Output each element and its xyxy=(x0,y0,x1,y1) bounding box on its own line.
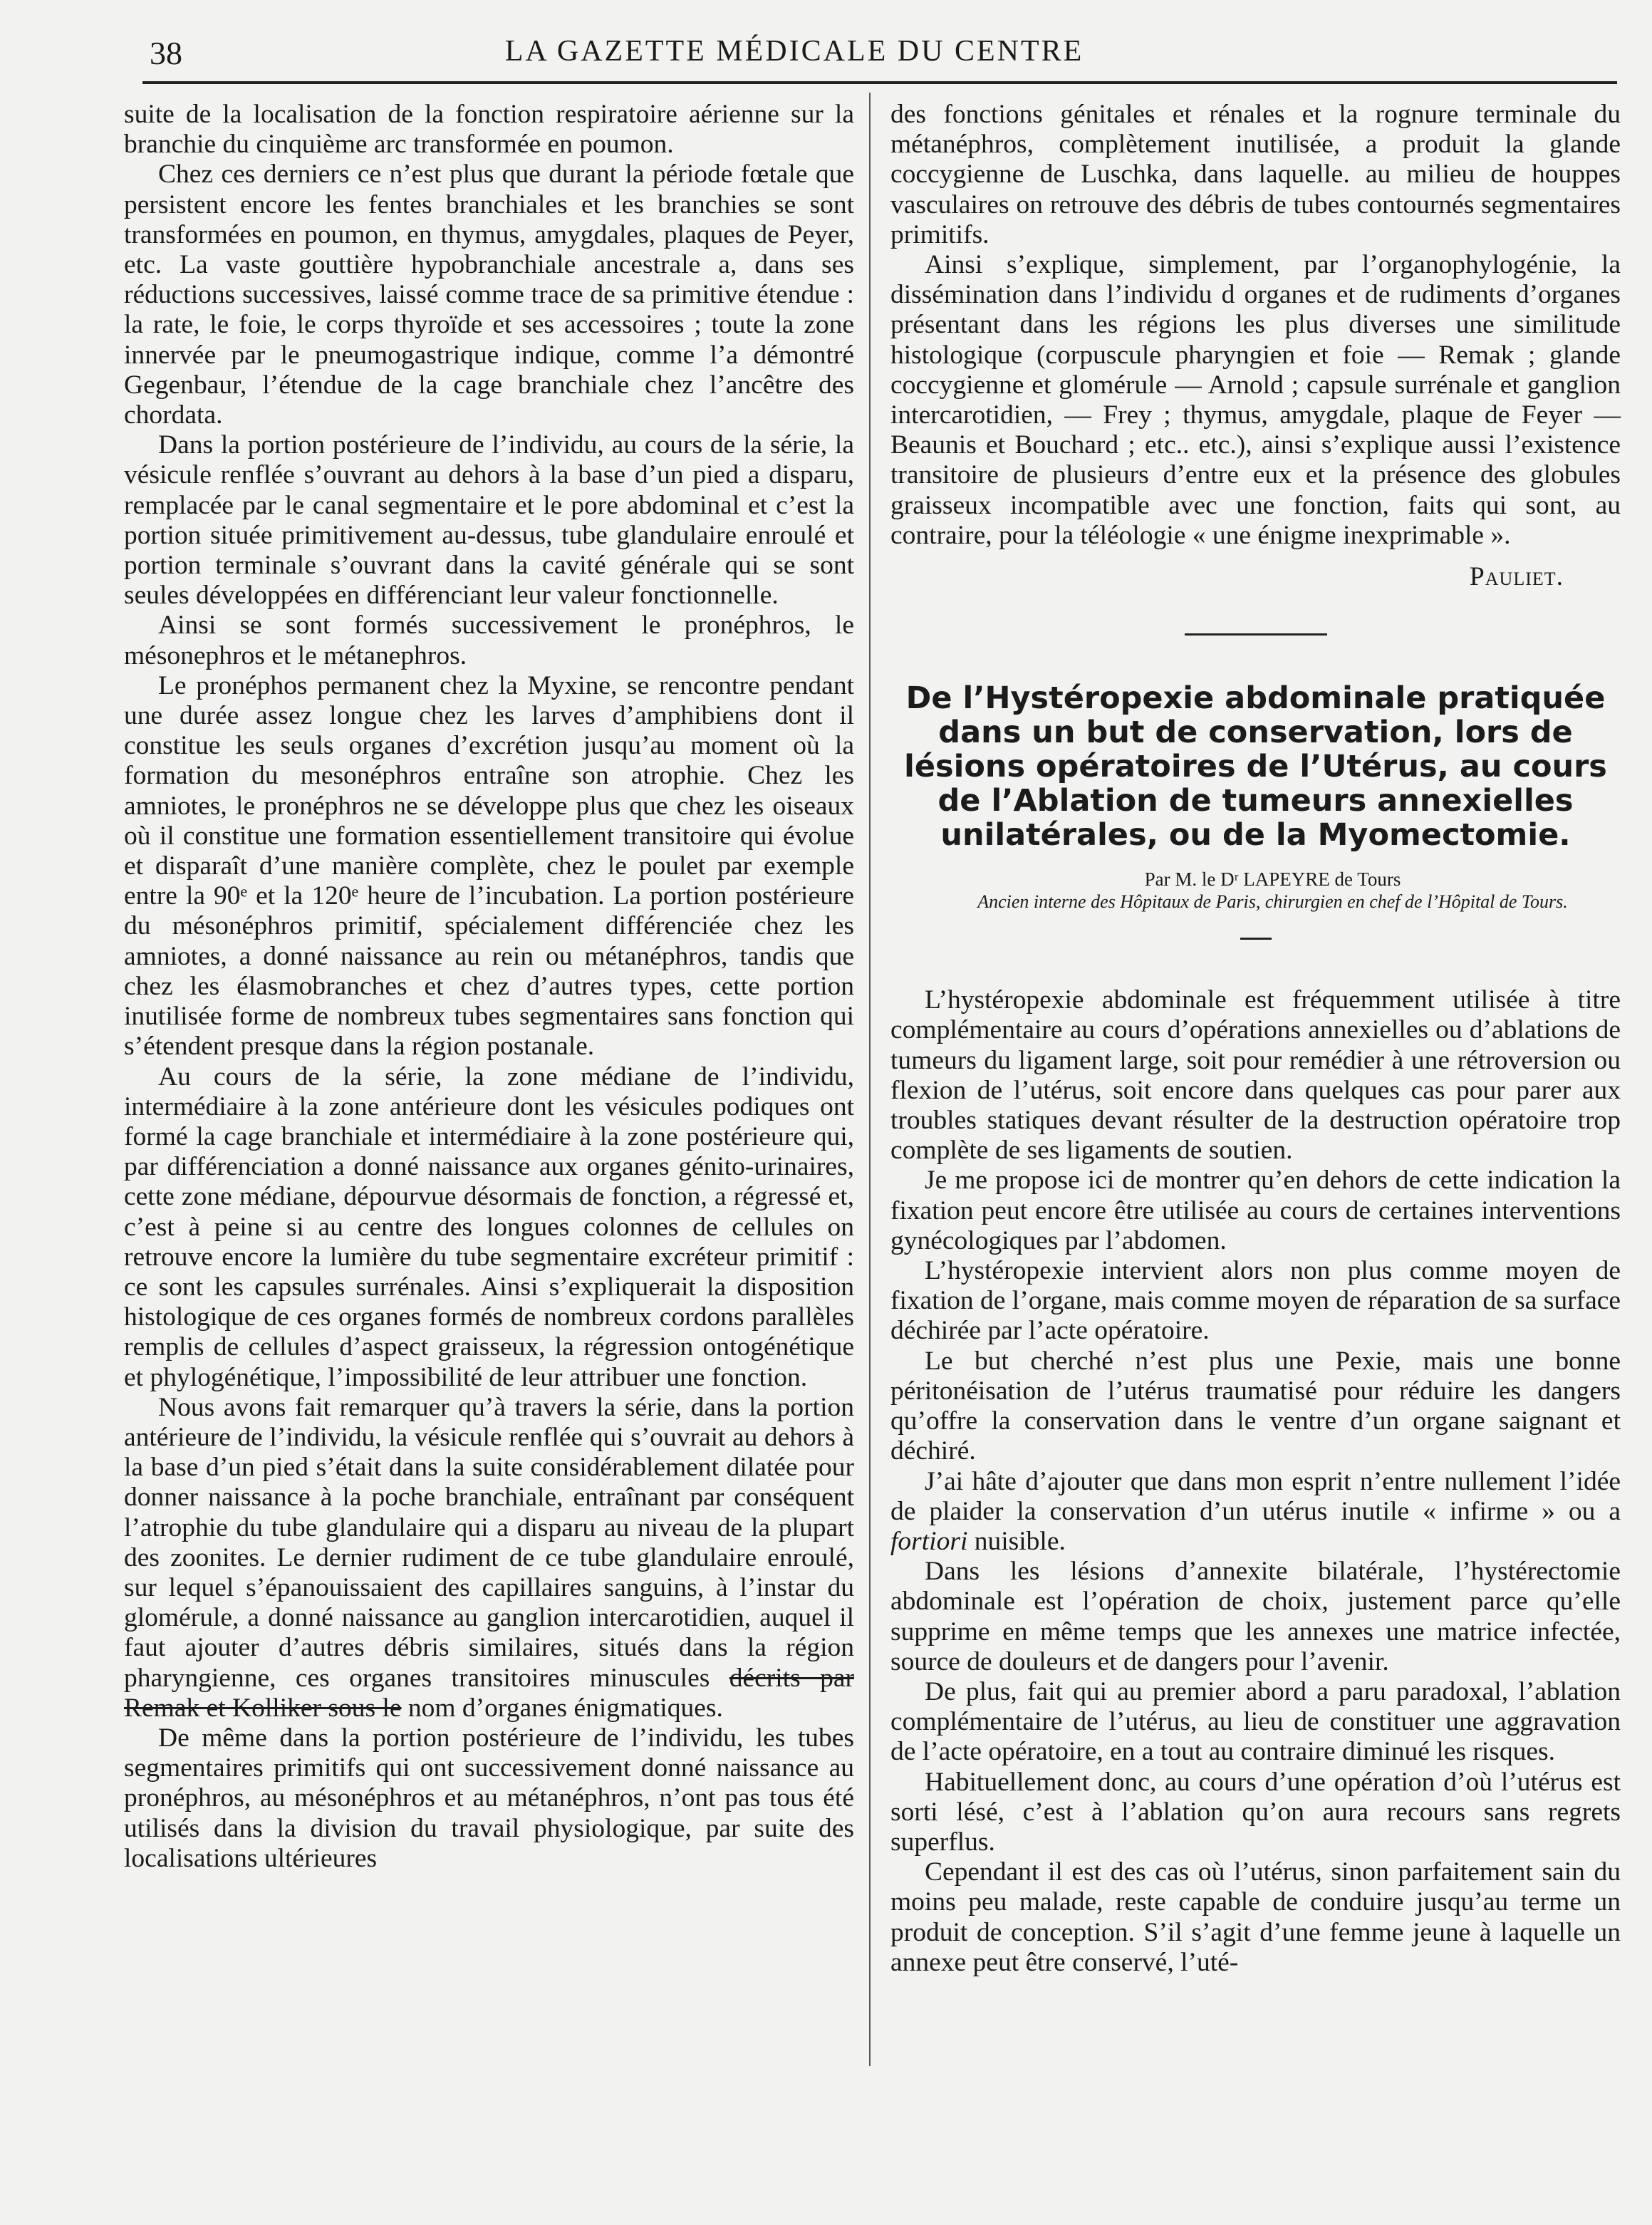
paragraph-text: J’ai hâte d’ajouter que dans mon esprit n’entre nullement l’idée de plaider la conservation d’un utérus inutile « infirme » ou a xyxy=(890,1466,1621,1526)
journal-title: LA GAZETTE MÉDICALE DU CENTRE xyxy=(504,35,1084,68)
paragraph: Dans la portion postérieure de l’individu, au cours de la série, la vésicule renflée s’ouvrant au dehors à la base d’un pied a disparu, remplacée par le canal segmentaire et le pore abdominal et c’est la portion située primitivement au-dessus, tube glandulaire enroulé et portion terminale s’ouvrant dans la cavité générale qui se sont seules développées en différenciant leur valeur fonctionnelle. xyxy=(124,430,854,611)
paragraph-text: nuisible. xyxy=(967,1526,1066,1556)
paragraph xyxy=(124,1393,854,1723)
paragraph: De plus, fait qui au premier abord a paru paradoxal, l’ablation complémentaire de l’utérus, au lieu de constituer une aggravation de l’acte opératoire, en a tout au contraire diminué les risques. xyxy=(890,1676,1621,1767)
paragraph: L’hystéropexie intervient alors non plus comme moyen de fixation de l’organe, mais comme moyen de réparation de sa surface déchirée par l’acte opératoire. xyxy=(890,1256,1621,1346)
paragraph: Ainsi se sont formés successivement le pronéphros, le mésonephros et le métanephros. xyxy=(124,611,854,670)
byline: Par M. le Dʳ LAPEYRE de Tours xyxy=(1144,868,1401,891)
struck-text: décrits par Remak et Kolliker sous le xyxy=(124,1663,855,1723)
right-column xyxy=(890,100,1621,1978)
section-separator xyxy=(1185,633,1327,636)
paragraph: Habituellement donc, au cours d’une opération d’où l’utérus est sorti lésé, c’est à l’ablation qu’on aura recours sans regrets superflus. xyxy=(890,1767,1621,1857)
author-affiliation: Ancien interne des Hôpitaux de Paris, chirurgien en chef de l’Hôpital de Tours. xyxy=(977,891,1568,913)
paragraph: Le pronéphos permanent chez la Myxine, se rencontre pendant une durée assez longue chez les larves d’amphibiens dont il constitue les seuls organes d’excrétion jusqu’au moment où la formation du mesonéphros entraîne son atrophie. Chez les amniotes, le pronéphros ne se développe plus que chez les oiseaux où il constitue une formation essentiellement transitoire qui évolue et disparaît d’une manière complète, chez le poulet par exemple entre la 90ᵉ et la 120ᵉ heure de l’incubation. La portion postérieure du mésonéphros primitif, spécialement différenciée chez les amniotes, a donné naissance au rein ou métanéphros, tandis que chez les élasmobranches et chez d’autres types, cette portion inutilisée forme de nombreux tubes segmentaires sans fonction qui s’étendent presque dans la région postanale. xyxy=(124,670,854,1062)
paragraph: Cependant il est des cas où l’utérus, sinon parfaitement sain du moins peu malade, reste capable de conduire jusqu’au terme un produit de conception. S’il s’agit d’une femme jeune à laquelle un annexe peut être conservé, l’uté- xyxy=(890,1857,1621,1977)
short-rule xyxy=(1240,938,1272,940)
page-number: 38 xyxy=(150,35,182,71)
left-column xyxy=(124,100,854,1874)
italic-text: fortiori xyxy=(890,1526,968,1556)
paragraph: Dans les lésions d’annexite bilatérale, l’hystérectomie abdominale est l’opération de choix, justement parce qu’elle supprime en même temps que les annexes une matrice infectée, source de douleurs et de dangers pour l’avenir. xyxy=(890,1557,1621,1676)
header-rule xyxy=(142,81,1617,84)
paragraph: suite de la localisation de la fonction respiratoire aérienne sur la branchie du cinquième arc transformée en poumon. xyxy=(124,100,854,160)
paragraph: Ainsi s’explique, simplement, par l’organophylogénie, la dissémination dans l’individu d organes et de rudiments d’organes présentant dans les régions les plus diverses une similitude histologique (corpuscule pharyngien et foie — Remak ; glande coccygienne et glomérule — Arnold ; capsule surrénale et ganglion intercarotidien, — Frey ; thymus, amygdale, plaque de Feyer — Beaunis et Bouchard ; etc.. etc.), ainsi s’explique aussi l’existence transitoire de plusieurs d’entre eux et la présence des globules graisseux incompatible avec une fonction, faits qui sont, au contraire, pour la téléologie « une énigme inexprimable ». xyxy=(890,250,1621,550)
author-signature: Pauliet. xyxy=(1469,562,1564,592)
article-title: De l’Hystéropexie abdominale pratiquée dans un but de conservation, lors de lésions opératoires de l’Utérus, au cours de l’Ablation de tumeurs annexielles unilatérales, ou de la Myomectomie. xyxy=(904,680,1607,854)
page-header xyxy=(142,28,1446,71)
paragraph: Au cours de la série, la zone médiane de l’individu, intermédiaire à la zone antérieure dont les vésicules podiques ont formé la cage branchiale et intermédiaire à la zone postérieure qui, par différenciation a donné naissance aux organes génito-urinaires, cette zone médiane, dépourvue désormais de fonction, a régressé et, c’est à peine si au centre des longues colonnes de cellules on retrouve encore la lumière du tube segmentaire excréteur primitif : ce sont les capsules surrénales. Ainsi s’expliquerait la disposition histologique de ces organes formés de nombreux cordons parallèles remplis de cellules d’aspect graisseux, la régression ontogénétique et phylogénétique, l’impossibilité de leur attribuer une fonction. xyxy=(124,1062,854,1392)
paragraph: Le but cherché n’est plus une Pexie, mais une bonne péritonéisation de l’utérus traumatisé pour réduire les dangers qu’offre la conservation dans le ventre d’un organe saignant et déchiré. xyxy=(890,1346,1621,1466)
column-divider xyxy=(869,93,871,2066)
paragraph-text: Nous avons fait remarquer qu’à travers la série, dans la portion antérieure de l’individu, la vésicule renflée qui s’ouvrait au dehors à la base d’un pied s’était dans la suite considérablement dilatée pour donner naissance à la poche branchiale, entraînant par conséquent l’atrophie du tube glandulaire qui a disparu au niveau de la plupart des zoonites. Le dernier rudiment de ce tube glandulaire enroulé, sur lequel s’épanouissaient des capillaires sanguins, à l’instar du glomérule, a donné naissance au ganglion intercarotidien, auquel il faut ajouter d’autres débris similaires, situés dans la région pharyngienne, ces organes transitoires minuscules xyxy=(124,1392,854,1693)
paragraph: L’hystéropexie abdominale est fréquemment utilisée à titre complémentaire au cours d’opérations annexielles ou d’ablations de tumeurs du ligament large, soit pour remédier à une rétroversion ou flexion de l’utérus, soit encore dans quelques cas pour parer aux troubles statiques devant résulter de la destruction opératoire trop complète de ses ligaments de soutien. xyxy=(890,985,1621,1166)
paragraph: Je me propose ici de montrer qu’en dehors de cette indication la fixation peut encore être utilisée au cours de certaines interventions gynécologiques par l’abdomen. xyxy=(890,1166,1621,1255)
paragraph: Chez ces derniers ce n’est plus que durant la période fœtale que persistent encore les fentes branchiales et les branchies se sont transformées en poumon, en thymus, amygdales, plaques de Peyer, etc. La vaste gouttière hypobranchiale ancestrale a, dans ses réductions successives, laissé comme trace de sa primitive étendue : la rate, le foie, le corps thyroïde et ses accessoires ; toute la zone innervée par le pneumogastrique indique, comme l’a démontré Gegenbaur, l’étendue de la cage branchiale chez l’ancêtre des chordata. xyxy=(124,160,854,430)
paragraph-text: nom d’organes énigmatiques. xyxy=(407,1693,723,1723)
paragraph: De même dans la portion postérieure de l’individu, les tubes segmentaires primitifs qui ont successivement donné naissance au pronéphros, au mésonéphros et au métanéphros, n’ont pas tous été utilisés dans la division du travail physiologique, par suite des localisations ultérieures xyxy=(124,1723,854,1873)
paragraph: des fonctions génitales et rénales et la rognure terminale du métanéphros, complètement inutilisée, a produit la glande coccygienne de Luschka, dans laquelle. au milieu de houppes vasculaires on retrouve des débris de tubes contournés segmentaires primitifs. xyxy=(890,100,1621,249)
paragraph xyxy=(890,1467,1621,1557)
